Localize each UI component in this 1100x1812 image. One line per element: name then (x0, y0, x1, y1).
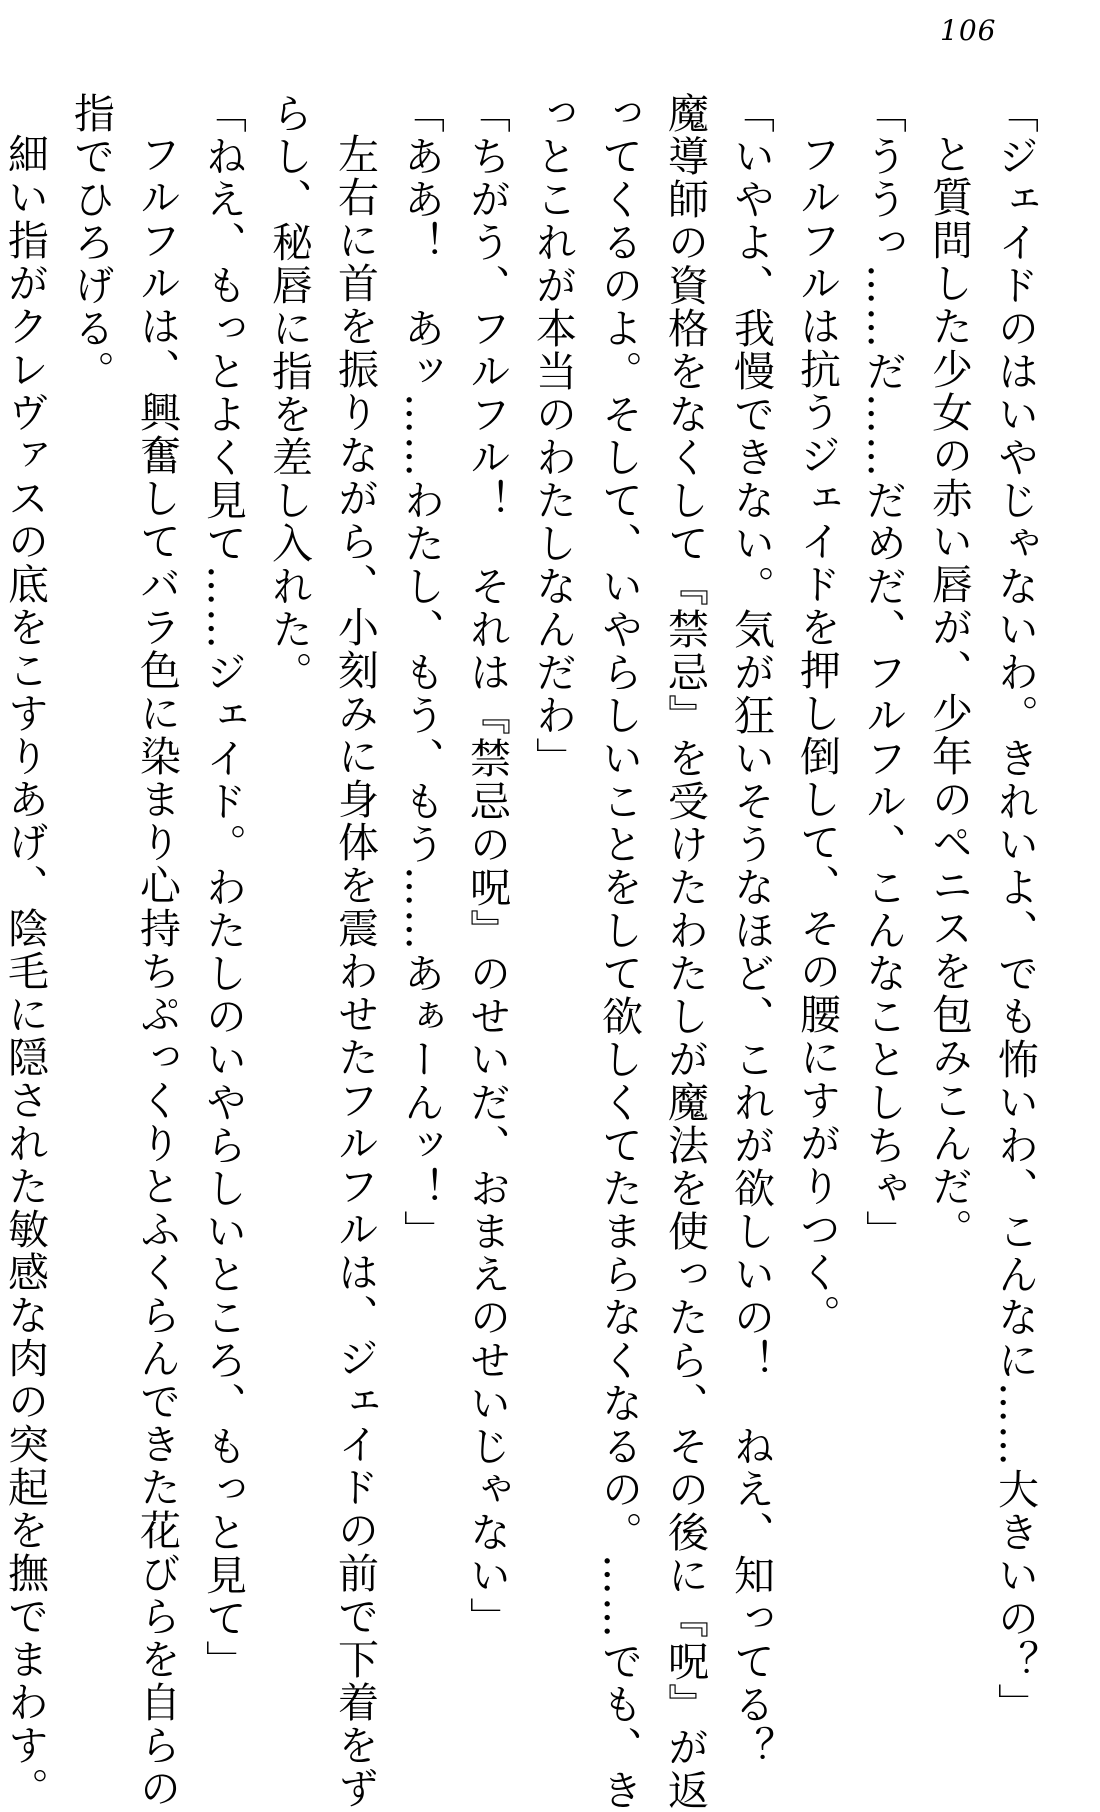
body-text (0, 92, 1048, 1812)
text-line: フルフルは、興奮してバラ色に染まり心持ちぷっくりとふくらんできた花びらを自らの (133, 133, 181, 1810)
text-line: ってくるのよ。そして、いやらしいことをして欲しくてたまらなくなるの。……でも、き (595, 92, 643, 1812)
text-line: フルフルは抗うジェイドを押し倒して、その腰にすがりつく。 (793, 133, 841, 1337)
text-line: 左右に首を振りながら、小刻みに身体を震わせたフルフルは、ジェイドの前で下着をず (331, 133, 379, 1810)
text-line: 「ううっ……だ……だめだ、フルフル、こんなことしちゃ」 (859, 92, 907, 1253)
text-line: らし、秘唇に指を差し入れた。 (265, 92, 313, 694)
text-line: 魔導師の資格をなくして『禁忌』を受けたわたしが魔法を使ったら、その後に『呪』が返 (661, 92, 709, 1812)
text-line: と質問した少女の赤い唇が、少年のペニスを包みこんだ。 (925, 133, 973, 1251)
text-line: 指でひろげる。 (67, 92, 115, 393)
page-number: 106 (940, 14, 997, 47)
text-line: 「ねえ、もっとよく見て……ジェイド。わたしのいやらしいところ、もっと見て」 (199, 92, 247, 1683)
text-line: っとこれが本当のわたしなんだわ」 (529, 92, 577, 780)
text-line: 「ジェイドのはいやじゃないわ。きれいよ、でも怖いわ、こんなに……大きいの？」 (991, 92, 1039, 1726)
text-line: 「ああ！ あッ……わたし、もう、もう……あぁーんッ！」 (397, 92, 445, 1253)
text-line: 細い指がクレヴァスの底をこすりあげ、陰毛に隠された敏感な肉の突起を撫でまわす。 (1, 133, 49, 1810)
text-line: 「ちがう、フルフル！ それは『禁忌の呪』のせいだ、おまえのせいじゃない」 (463, 92, 511, 1640)
text-line: 「いやよ、我慢できない。気が狂いそうなほど、これが欲しいの！ ねえ、知ってる？ (727, 92, 775, 1769)
